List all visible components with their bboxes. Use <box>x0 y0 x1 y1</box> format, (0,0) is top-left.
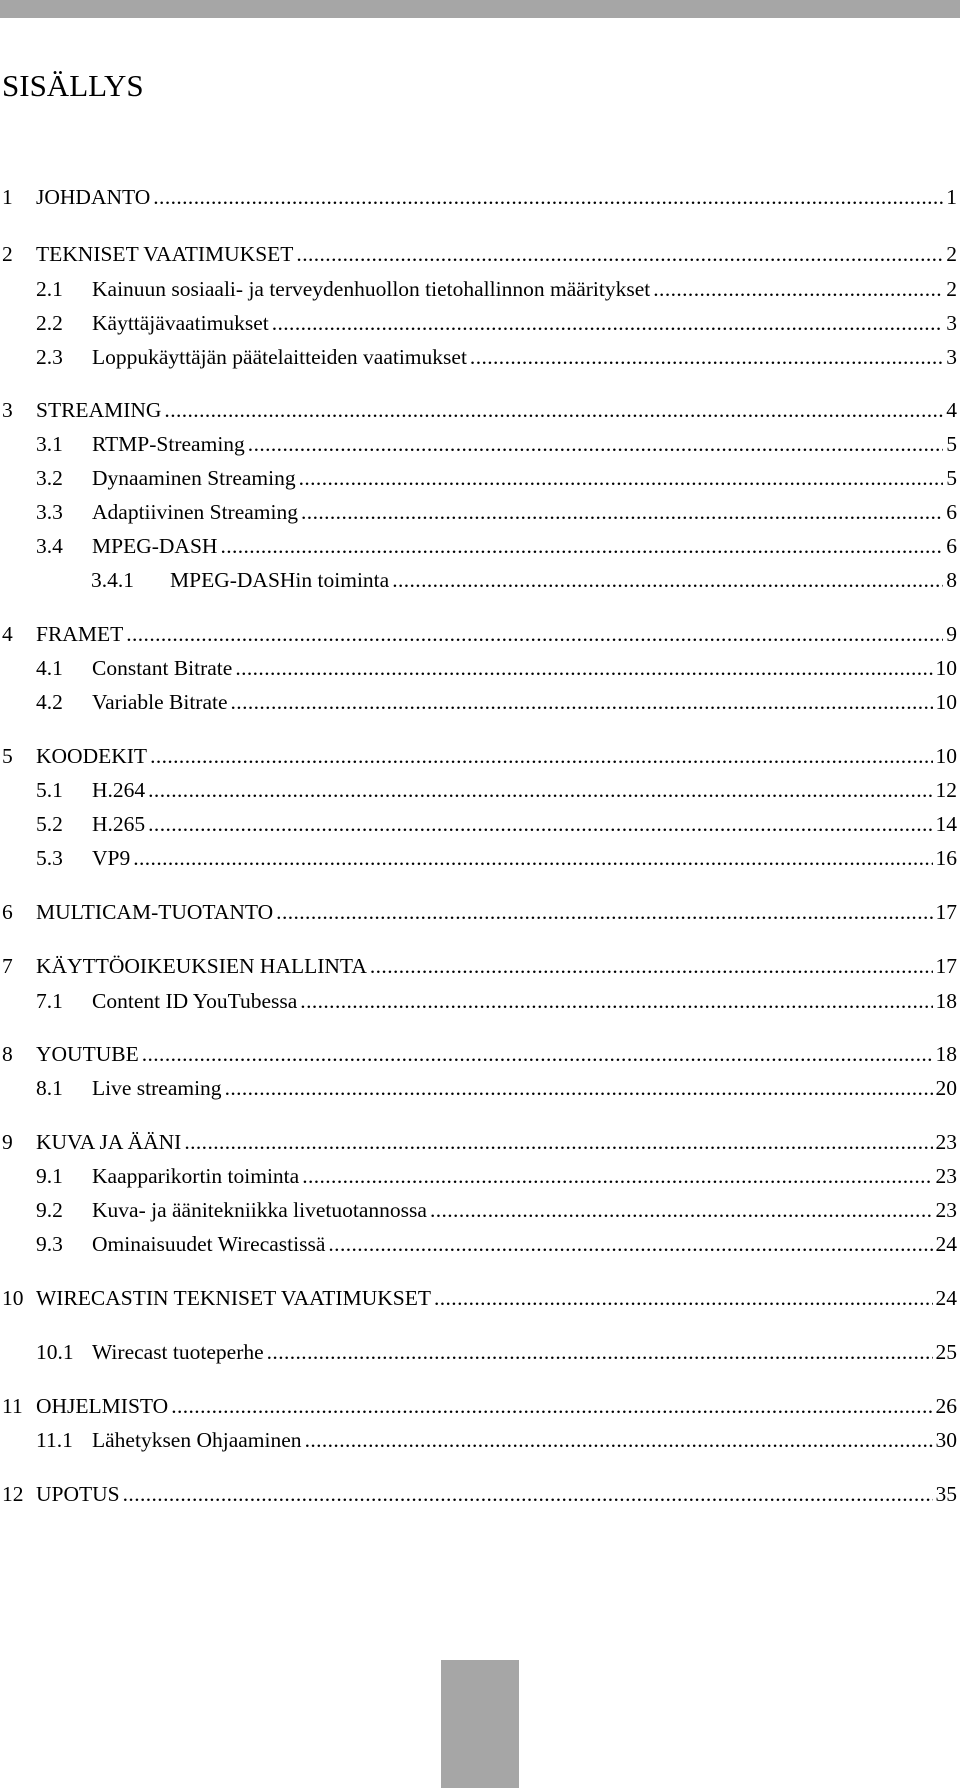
toc-entry-label: Variable Bitrate <box>92 690 228 714</box>
toc-entry-number: 5.2 <box>36 812 63 836</box>
toc-entry-page: 30 <box>935 1428 957 1452</box>
toc-entry-page: 8 <box>946 568 957 592</box>
toc-entry-number: 8 <box>2 1042 13 1066</box>
toc-leader-dots <box>305 1423 933 1457</box>
toc-leader-dots <box>171 1389 932 1423</box>
toc-entry-label: MPEG-DASHin toiminta <box>170 568 390 592</box>
toc-entry-page: 1 <box>946 185 957 209</box>
toc-entry-number: 2.3 <box>36 345 63 369</box>
toc-entry-label: Wirecast tuoteperhe <box>92 1340 264 1364</box>
toc-leader-dots <box>231 685 933 719</box>
toc-entry-label: H.265 <box>92 812 146 836</box>
toc-leader-dots <box>133 841 932 875</box>
toc-entry-label: Ominaisuudet Wirecastissä <box>92 1232 326 1256</box>
toc-leader-dots <box>267 1335 933 1369</box>
page-footer-block <box>441 1660 519 1788</box>
toc-entry-page: 18 <box>935 989 957 1013</box>
toc-entry-label: H.264 <box>92 778 146 802</box>
toc-entry[interactable] <box>2 617 957 651</box>
toc-entry-number: 9.3 <box>36 1232 63 1256</box>
toc-entry[interactable] <box>2 895 957 929</box>
toc-entry-label: MPEG-DASH <box>92 534 218 558</box>
toc-entry-page: 24 <box>935 1286 957 1310</box>
page-title: SISÄLLYS <box>2 68 144 103</box>
toc-leader-dots <box>300 984 932 1018</box>
toc-entry-page: 17 <box>935 954 957 978</box>
toc-leader-dots <box>301 495 943 529</box>
toc-entry-label: RTMP-Streaming <box>92 432 245 456</box>
toc-entry-number: 3.4 <box>36 534 63 558</box>
toc-entry-page: 12 <box>935 778 957 802</box>
toc-leader-dots <box>184 1125 932 1159</box>
toc-entry-page: 23 <box>935 1198 957 1222</box>
toc-leader-dots <box>126 617 943 651</box>
toc-entry-label: WIRECASTIN TEKNISET VAATIMUKSET <box>36 1286 431 1310</box>
toc-entry-number: 4 <box>2 622 13 646</box>
toc-entry-page: 23 <box>935 1164 957 1188</box>
toc-entry[interactable] <box>2 1477 957 1511</box>
toc-entry[interactable] <box>36 1071 957 1105</box>
toc-entry-label: KÄYTTÖOIKEUKSIEN HALLINTA <box>36 954 367 978</box>
toc-entry-number: 10.1 <box>36 1340 74 1364</box>
toc-entry-number: 5.3 <box>36 846 63 870</box>
toc-leader-dots <box>276 895 932 929</box>
toc-entry-number: 3.2 <box>36 466 63 490</box>
toc-entry-page: 2 <box>946 277 957 301</box>
toc-entry-number: 2 <box>2 242 13 266</box>
toc-entry-label: Kaapparikortin toiminta <box>92 1164 300 1188</box>
toc-entry-number: 4.2 <box>36 690 63 714</box>
toc-entry-number: 3.3 <box>36 500 63 524</box>
toc-entry[interactable] <box>36 651 957 685</box>
toc-entry[interactable] <box>36 495 957 529</box>
toc-entry-label: Kuva- ja äänitekniikka livetuotannossa <box>92 1198 427 1222</box>
toc-entry-number: 7 <box>2 954 13 978</box>
toc-entry[interactable] <box>36 773 957 807</box>
toc-leader-dots <box>299 461 944 495</box>
toc-entry[interactable] <box>36 461 957 495</box>
toc-entry-page: 26 <box>935 1394 957 1418</box>
toc-entry-label: Adaptiivinen Streaming <box>92 500 299 524</box>
toc-entry-label: VP9 <box>92 846 131 870</box>
toc-entry[interactable] <box>36 1193 957 1227</box>
toc-entry-label: KOODEKIT <box>36 744 148 768</box>
toc-entry[interactable] <box>36 807 957 841</box>
toc-entry-page: 18 <box>935 1042 957 1066</box>
toc-entry-page: 2 <box>946 242 957 266</box>
toc-entry[interactable] <box>36 1335 957 1369</box>
toc-entry-label: Dynaaminen Streaming <box>92 466 296 490</box>
toc-entry[interactable] <box>36 427 957 461</box>
toc-entry-page: 14 <box>935 812 957 836</box>
toc-entry-number: 3.1 <box>36 432 63 456</box>
toc-entry-number: 12 <box>2 1482 24 1506</box>
toc-entry-number: 9.2 <box>36 1198 63 1222</box>
toc-entry-page: 24 <box>935 1232 957 1256</box>
toc-entry[interactable] <box>2 1037 957 1071</box>
toc-entry-number: 11.1 <box>36 1428 73 1452</box>
toc-entry-number: 1 <box>2 185 13 209</box>
toc-entry-number: 3.4.1 <box>91 568 134 592</box>
toc-entry-page: 10 <box>935 690 957 714</box>
toc-entry-label: TEKNISET VAATIMUKSET <box>36 242 294 266</box>
toc-leader-dots <box>470 340 943 374</box>
toc-entry[interactable] <box>2 393 957 427</box>
toc-entry-label: YOUTUBE <box>36 1042 139 1066</box>
toc-leader-dots <box>302 1159 932 1193</box>
toc-entry[interactable] <box>2 180 957 214</box>
toc-entry-number: 8.1 <box>36 1076 63 1100</box>
toc-leader-dots <box>430 1193 933 1227</box>
toc-leader-dots <box>235 651 932 685</box>
toc-entry-number: 5.1 <box>36 778 63 802</box>
toc-leader-dots <box>370 949 933 983</box>
toc-entry-page: 35 <box>935 1482 957 1506</box>
toc-entry-page: 3 <box>946 311 957 335</box>
toc-entry-label: OHJELMISTO <box>36 1394 169 1418</box>
toc-entry[interactable] <box>36 1159 957 1193</box>
toc-entry[interactable] <box>36 272 957 306</box>
toc-leader-dots <box>328 1227 932 1261</box>
toc-entry-page: 23 <box>935 1130 957 1154</box>
toc-leader-dots <box>123 1477 933 1511</box>
toc-entry-label: Lähetyksen Ohjaaminen <box>92 1428 302 1452</box>
toc-entry-label: Constant Bitrate <box>92 656 233 680</box>
toc-entry[interactable] <box>36 984 957 1018</box>
toc-entry-page: 17 <box>935 900 957 924</box>
toc-entry-label: Kainuun sosiaali- ja terveydenhuollon tietohallinnon määritykset <box>92 277 651 301</box>
toc-leader-dots <box>164 393 943 427</box>
toc-entry-label: KUVA JA ÄÄNI <box>36 1130 182 1154</box>
toc-entry[interactable] <box>2 1389 957 1423</box>
toc-leader-dots <box>225 1071 933 1105</box>
toc-entry-page: 9 <box>946 622 957 646</box>
toc-entry-number: 7.1 <box>36 989 63 1013</box>
toc-entry[interactable] <box>2 949 957 983</box>
toc-entry-number: 9.1 <box>36 1164 63 1188</box>
toc-leader-dots <box>392 563 943 597</box>
toc-entry-page: 16 <box>935 846 957 870</box>
toc-leader-dots <box>153 180 943 214</box>
toc-entry[interactable] <box>2 1125 957 1159</box>
toc-leader-dots <box>272 306 944 340</box>
toc-entry[interactable] <box>36 529 957 563</box>
toc-entry-page: 5 <box>946 466 957 490</box>
toc-entry-page: 5 <box>946 432 957 456</box>
toc-entry[interactable] <box>36 841 957 875</box>
toc-entry-number: 6 <box>2 900 13 924</box>
toc-entry-number: 2.1 <box>36 277 63 301</box>
toc-leader-dots <box>296 237 943 271</box>
toc-entry-number: 10 <box>2 1286 24 1310</box>
toc-entry[interactable] <box>36 1423 957 1457</box>
toc-entry-label: Live streaming <box>92 1076 222 1100</box>
toc-leader-dots <box>148 807 932 841</box>
toc-leader-dots <box>142 1037 933 1071</box>
toc-entry-number: 4.1 <box>36 656 63 680</box>
toc-entry[interactable] <box>2 739 957 773</box>
toc-entry-page: 3 <box>946 345 957 369</box>
toc-leader-dots <box>220 529 943 563</box>
toc-entry[interactable] <box>2 1281 957 1315</box>
toc-leader-dots <box>148 773 932 807</box>
toc-leader-dots <box>150 739 932 773</box>
toc-entry-label: UPOTUS <box>36 1482 120 1506</box>
toc-entry-label: MULTICAM-TUOTANTO <box>36 900 274 924</box>
toc-entry-number: 3 <box>2 398 13 422</box>
toc-entry[interactable] <box>36 340 957 374</box>
toc-entry[interactable] <box>36 685 957 719</box>
toc-entry-page: 4 <box>946 398 957 422</box>
toc-leader-dots <box>653 272 943 306</box>
toc-entry-label: Käyttäjävaatimukset <box>92 311 269 335</box>
toc-entry-page: 10 <box>935 744 957 768</box>
toc-entry-label: Content ID YouTubessa <box>92 989 298 1013</box>
toc-entry-page: 10 <box>935 656 957 680</box>
toc-entry-number: 11 <box>2 1394 23 1418</box>
toc-entry[interactable] <box>91 563 957 597</box>
toc-entry-page: 6 <box>946 500 957 524</box>
toc-leader-dots <box>248 427 943 461</box>
toc-leader-dots <box>434 1281 933 1315</box>
toc-entry-label: Loppukäyttäjän päätelaitteiden vaatimukset <box>92 345 467 369</box>
toc-entry-label: STREAMING <box>36 398 162 422</box>
toc-entry-number: 9 <box>2 1130 13 1154</box>
toc-entry-page: 25 <box>935 1340 957 1364</box>
toc-entry-page: 6 <box>946 534 957 558</box>
toc-entry-label: FRAMET <box>36 622 124 646</box>
toc-entry-number: 5 <box>2 744 13 768</box>
toc-entry[interactable] <box>36 306 957 340</box>
toc-entry[interactable] <box>2 237 957 271</box>
toc-entry-number: 2.2 <box>36 311 63 335</box>
toc-entry-label: JOHDANTO <box>36 185 151 209</box>
toc-entry-page: 20 <box>935 1076 957 1100</box>
toc-entry[interactable] <box>36 1227 957 1261</box>
